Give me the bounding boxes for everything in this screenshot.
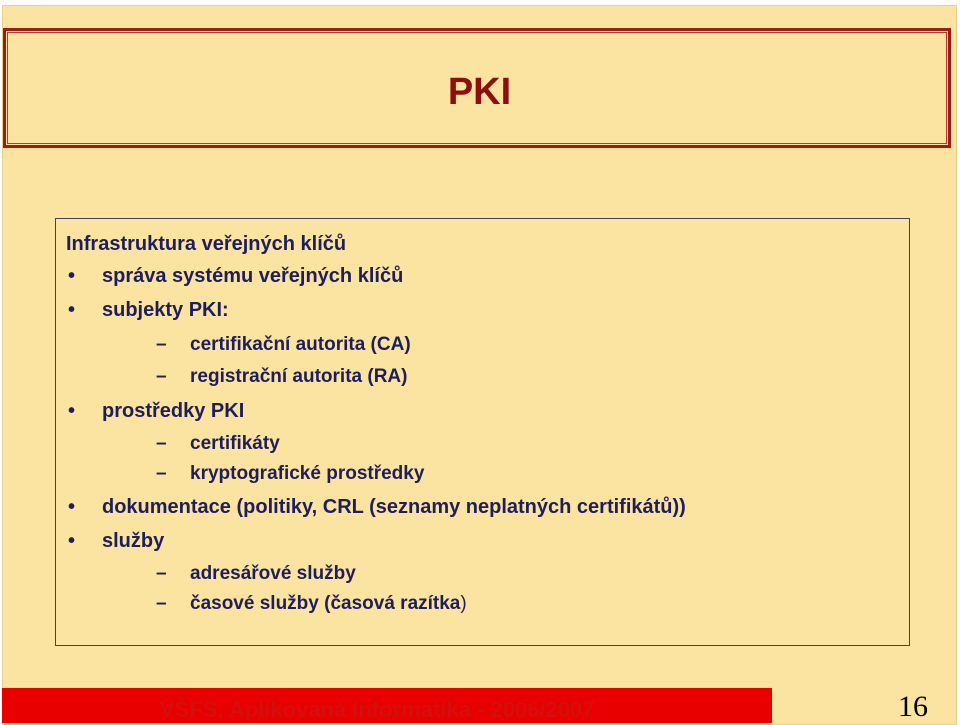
- bullet-marker: •: [68, 496, 76, 518]
- bullet-marker: •: [68, 530, 76, 552]
- sub-list-item-text: kryptografické prostředky: [190, 463, 425, 484]
- content-heading: Infrastruktura veřejných klíčů: [66, 233, 347, 255]
- page-number: 16: [898, 690, 928, 723]
- list-item-text: prostředky PKI: [102, 400, 245, 422]
- bullet-marker: •: [68, 265, 76, 287]
- dash-marker: –: [156, 593, 167, 614]
- bullet-marker: •: [68, 400, 76, 422]
- footer-text: VŠFS, Aplikovaná informatika - 2006/2007: [160, 697, 595, 722]
- closing-paren: ): [460, 593, 467, 614]
- sub-list-item-text: [190, 593, 467, 615]
- dash-marker: –: [156, 563, 167, 584]
- dash-marker: –: [156, 334, 167, 355]
- list-item-text: dokumentace (politiky, CRL (seznamy neplatných certifikátů)): [102, 496, 686, 518]
- sub-list-item-text: certifikační autorita (CA): [190, 334, 411, 355]
- slide: [2, 5, 957, 725]
- list-item-text: správa systému veřejných klíčů: [102, 265, 404, 287]
- sub-list-item-text: registrační autorita (RA): [190, 366, 408, 387]
- dash-marker: –: [156, 366, 167, 387]
- slide-title: PKI: [447, 71, 512, 113]
- sub-list-item-main: časové služby (časová razítka: [190, 593, 461, 614]
- dash-marker: –: [156, 463, 167, 484]
- bullet-marker: •: [68, 299, 76, 321]
- dash-marker: –: [156, 433, 167, 454]
- sub-list-item-text: certifikáty: [190, 433, 280, 454]
- content-box: [55, 218, 910, 646]
- list-item-text: subjekty PKI:: [102, 299, 229, 321]
- list-item-text: služby: [102, 530, 165, 552]
- sub-list-item-text: adresářové služby: [190, 563, 356, 584]
